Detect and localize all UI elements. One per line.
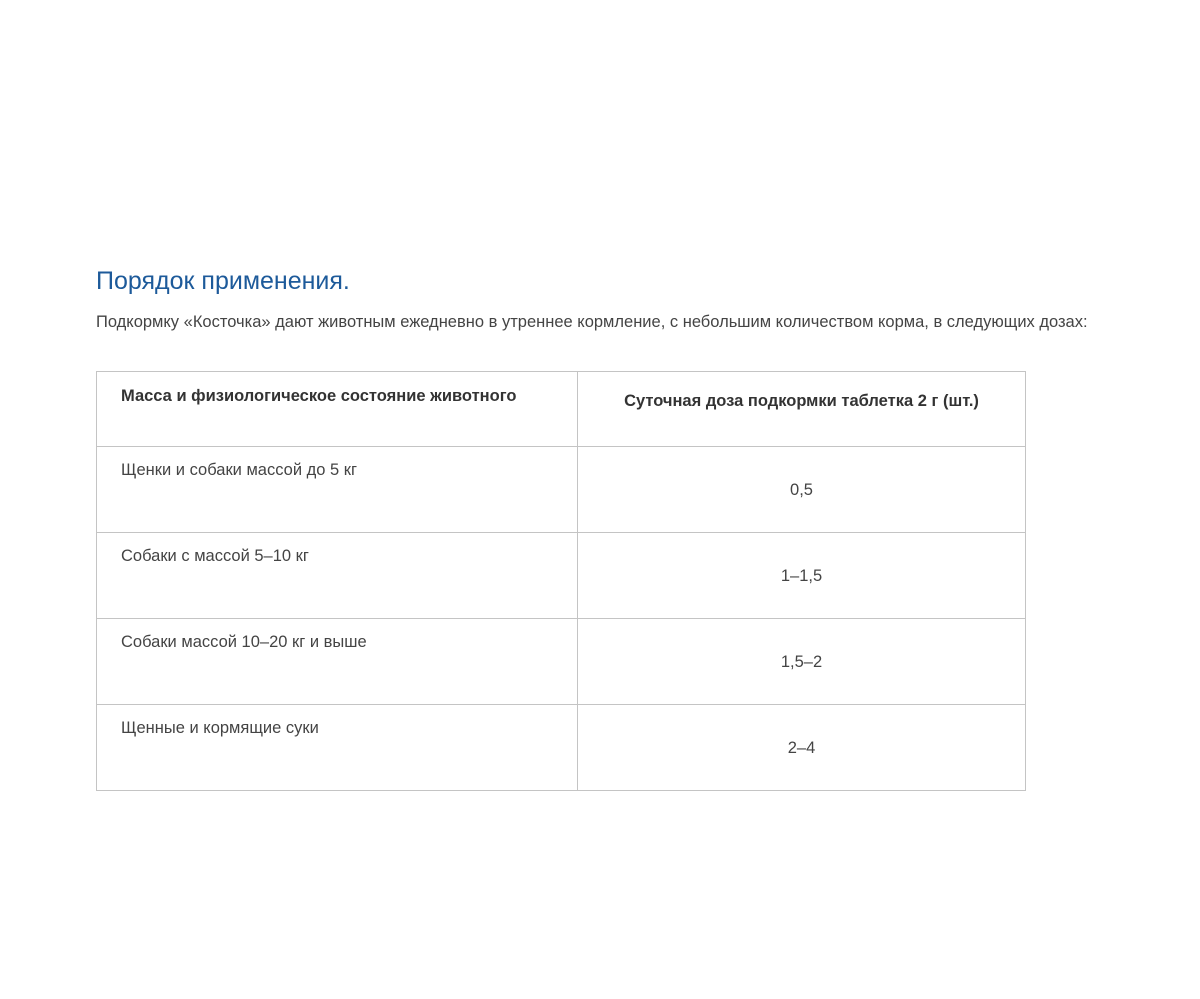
dosage-table [96,371,1026,791]
table-row [97,619,1026,705]
row-dose: 0,5 [578,447,1026,533]
intro-text: Подкормку «Косточка» дают животным ежедневно в утреннее кормление, с небольшим количеством корма, в следующих дозах: [96,313,1088,331]
header-dose: Суточная доза подкормки таблетка 2 г (шт.) [578,372,1026,447]
row-dose: 1–1,5 [578,533,1026,619]
row-dose: 1,5–2 [578,619,1026,705]
row-condition: Щенные и кормящие суки [97,705,578,791]
header-condition: Масса и физиологическое состояние животного [97,372,578,447]
row-dose: 2–4 [578,705,1026,791]
section-title: Порядок применения. [96,267,350,295]
table-row [97,447,1026,533]
row-condition: Щенки и собаки массой до 5 кг [97,447,578,533]
table-header-row [97,372,1026,447]
usage-section [96,262,1196,791]
table-row [97,705,1026,791]
row-condition: Собаки с массой 5–10 кг [97,533,578,619]
table-row [97,533,1026,619]
row-condition: Собаки массой 10–20 кг и выше [97,619,578,705]
